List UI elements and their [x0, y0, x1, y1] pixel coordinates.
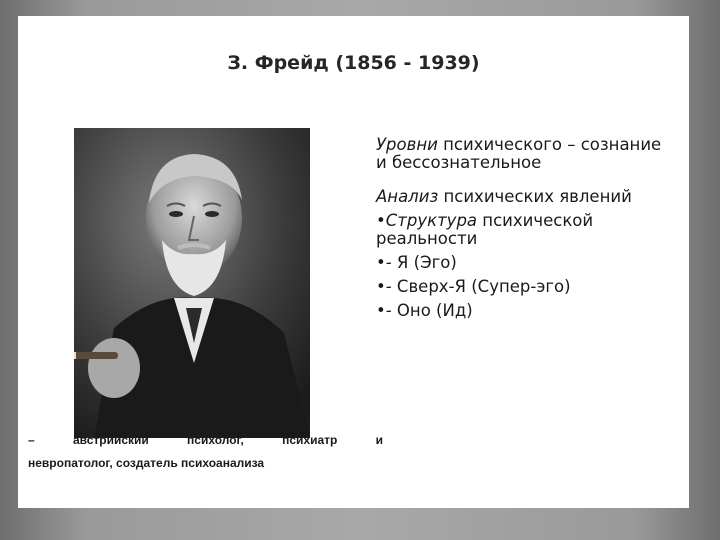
bullet-marker: • [376, 211, 386, 230]
bullet-item [376, 212, 676, 248]
bullet-text: психической реальности [376, 211, 594, 248]
analysis-italic: Анализ [376, 187, 439, 206]
analysis-text: психических явлений [438, 187, 632, 206]
portrait-illustration [74, 128, 310, 438]
content-text [376, 136, 676, 320]
bullet-item [376, 254, 676, 272]
caption-line-1 [28, 429, 383, 452]
caption [28, 429, 383, 475]
caption-word: психиатр [282, 433, 338, 447]
bullet-item [376, 302, 676, 320]
bullet-text: - Оно (Ид) [385, 301, 473, 320]
bullet-marker: • [376, 253, 386, 272]
caption-word: – [28, 433, 35, 447]
bullet-marker: • [376, 277, 386, 296]
caption-word: психолог, [187, 433, 244, 447]
slide-title: З. Фрейд (1856 - 1939) [227, 52, 480, 74]
bullet-item [376, 278, 676, 296]
caption-word: и [375, 433, 383, 447]
bullet-italic: Структура [385, 211, 478, 230]
levels-text: психического – сознание и бессознательное [376, 135, 662, 172]
levels-italic: Уровни [376, 135, 438, 154]
bullet-marker: • [376, 301, 386, 320]
bullet-text: - Сверх-Я (Супер-эго) [385, 277, 571, 296]
caption-line-2: невропатолог, создатель психоанализа [28, 456, 265, 470]
levels-paragraph [376, 136, 676, 172]
caption-word: австрийский [72, 433, 149, 447]
portrait-photo [74, 128, 310, 438]
slide [18, 16, 689, 508]
analysis-paragraph [376, 188, 676, 206]
bullet-text: - Я (Эго) [385, 253, 457, 272]
